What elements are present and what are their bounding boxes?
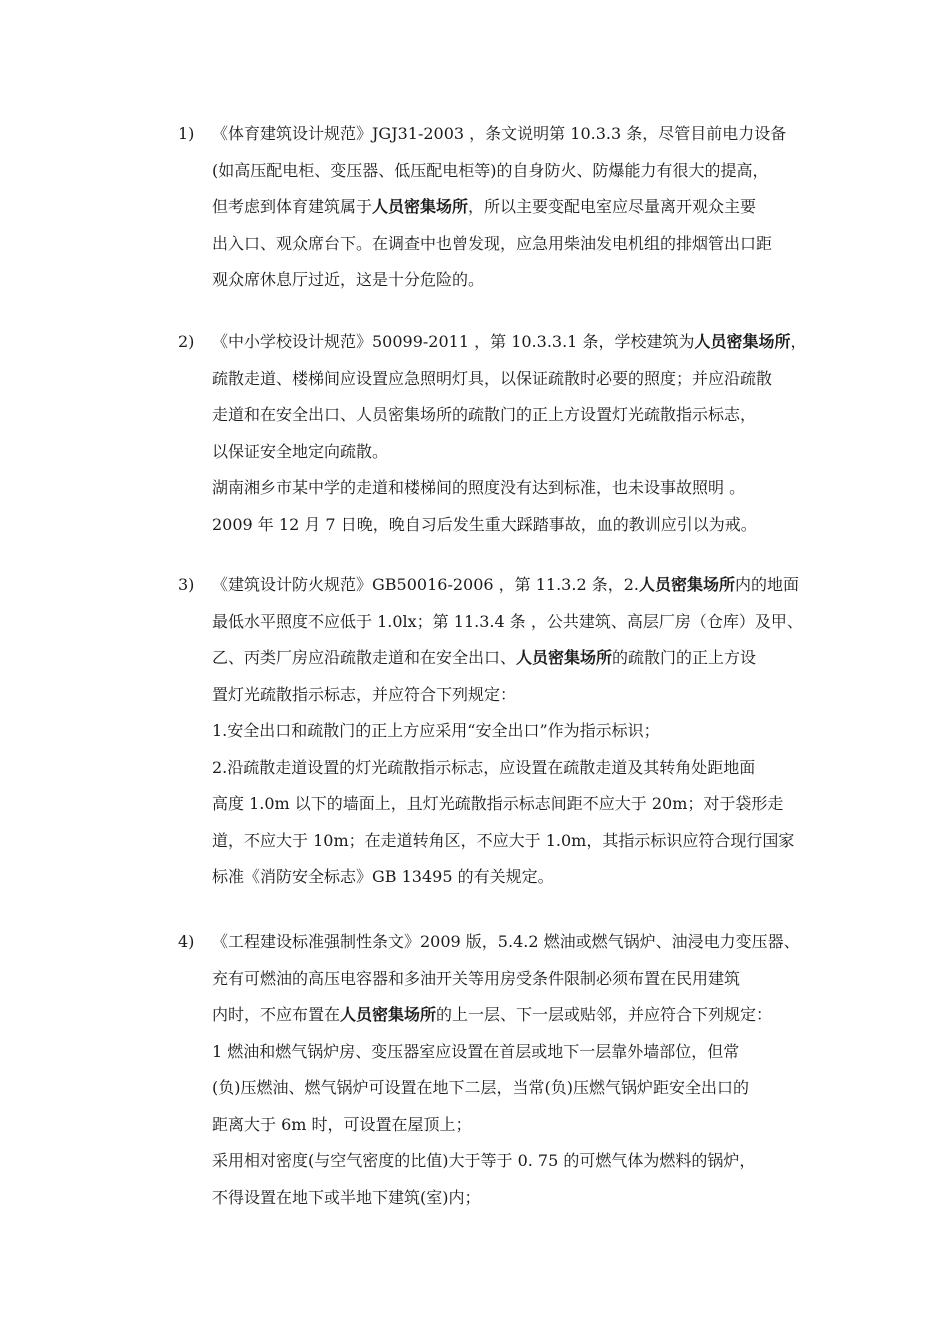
text-line: 不得设置在地下或半地下建筑(室)内；	[212, 1187, 481, 1207]
text-line: 走道和在安全出口、人员密集场所的疏散门的正上方设置灯光疏散指示标志，	[212, 405, 757, 424]
bold-term: 人员密集场所	[694, 332, 791, 351]
text-line: 置灯光疏散指示标志，并应符合下列规定：	[212, 684, 517, 704]
item-body	[212, 332, 842, 551]
text-line: 出入口、观众席台下。在调查中也曾发现，应急用柴油发电机组的排烟管出口距	[212, 233, 773, 253]
text-line: 最低水平照度不应低于 1.0lx；第 11.3.4 条 ，公共建筑、高层厂房（仓库）及甲、	[212, 611, 803, 631]
text-line: (如高压配电柜、变压器、低压配电柜等)的自身防火、防爆能力有很大的提高，	[212, 160, 769, 180]
bold-term: 人员密集场所	[516, 648, 613, 667]
item-number: 4)	[178, 932, 195, 951]
text-line: 《中小学校设计规范》50099-2011 ，第 10.3.3.1 条，学校建筑为人员密集场所，	[212, 332, 807, 351]
text-line: 观众席休息厅过近，这是十分危险的。	[212, 270, 485, 289]
text-line: 1 燃油和燃气锅炉房、变压器室应设置在首层或地下一层靠外墙部位，但常	[212, 1041, 740, 1061]
text-line: 以保证安全地定向疏散。	[212, 441, 389, 461]
text-line: 标准《消防安全标志》GB 13495 的有关规定。	[212, 867, 554, 886]
text-line: 《工程建设标准强制性条文》2009 版，5.4.2 燃油或燃气锅炉、油浸电力变压器、	[212, 932, 800, 951]
item-number: 3)	[178, 575, 195, 594]
text-line: 但考虑到体育建筑属于人员密集场所，所以主要变配电室应尽量离开观众主要	[212, 197, 757, 216]
bold-term: 人员密集场所	[638, 575, 735, 594]
text-line: 2.沿疏散走道设置的灯光疏散指示标志，应设置在疏散走道及其转角处距地面	[212, 757, 756, 777]
text-line: 高度 1.0m 以下的墙面上，且灯光疏散指示标志间距不应大于 20m；对于袋形走	[212, 794, 784, 813]
text-line: 内时，不应布置在人员密集场所的上一层、下一层或贴邻，并应符合下列规定：	[212, 1005, 773, 1024]
text-line: 湖南湘乡市某中学的走道和楼梯间的照度没有达到标准，也未设事故照明 。	[212, 478, 746, 497]
text-line: 充有可燃油的高压电容器和多油开关等用房受条件限制必须布置在民用建筑	[212, 968, 741, 988]
item-number: 2)	[178, 332, 195, 351]
bold-term: 人员密集场所	[340, 1005, 437, 1024]
text-line: 2009 年 12 月 7 日晚，晚自习后发生重大踩踏事故，血的教训应引以为戒。	[212, 514, 757, 534]
text-line: 距离大于 6m 时，可设置在屋顶上；	[212, 1114, 472, 1134]
item-number: 1)	[178, 124, 195, 143]
item-body	[212, 124, 842, 307]
text-line: 道，不应大于 10m；在走道转角区，不应大于 1.0m，其指示标识应符合现行国家	[212, 830, 795, 850]
text-line: 疏散走道、楼梯间应设置应急照明灯具，以保证疏散时必要的照度；并应沿疏散	[212, 368, 773, 388]
item-body	[212, 575, 842, 904]
text-line: 1.安全出口和疏散门的正上方应采用“安全出口”作为指示标识；	[212, 721, 660, 740]
text-line: 乙、丙类厂房应沿疏散走道和在安全出口、人员密集场所的疏散门的正上方设	[212, 648, 757, 667]
item-body	[212, 932, 842, 1224]
text-line: (负)压燃油、燃气锅炉可设置在地下二层，当常(负)压燃气锅炉距安全出口的	[212, 1078, 749, 1097]
text-line: 采用相对密度(与空气密度的比值)大于等于 0. 75 的可燃气体为燃料的锅炉，	[212, 1151, 756, 1170]
text-line: 《建筑设计防火规范》GB50016-2006 ，第 11.3.2 条，2.人员密集场所内的地面	[212, 575, 800, 594]
bold-term: 人员密集场所	[372, 197, 469, 216]
text-line: 《体育建筑设计规范》JGJ31-2003 ，条文说明第 10.3.3 条，尽管目前电力设备	[212, 124, 787, 143]
